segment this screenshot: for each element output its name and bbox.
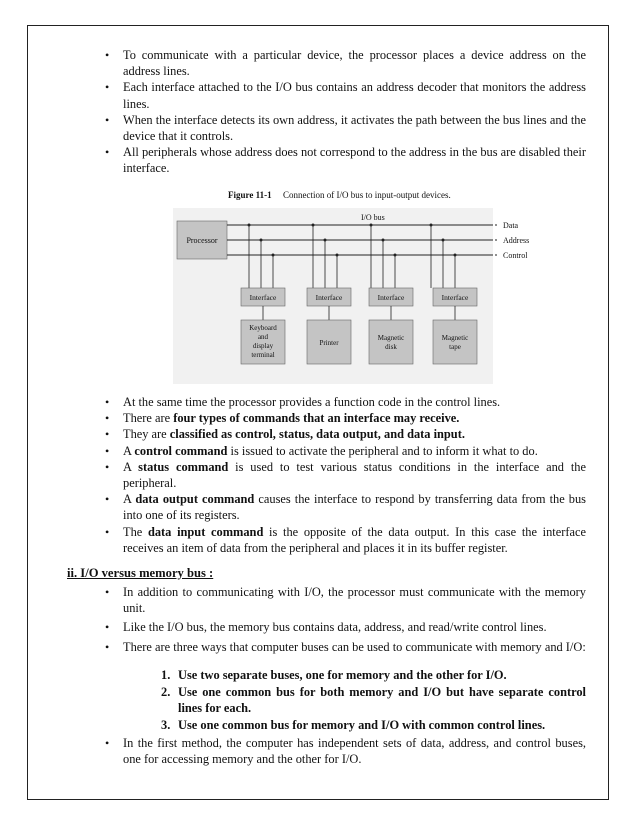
bullet-list-middle — [123, 394, 586, 556]
interface-label: Interface — [315, 293, 343, 302]
line-label-control: Control — [503, 251, 528, 260]
device-label: display — [252, 342, 274, 350]
figure-caption-label: Figure 11-1 — [228, 190, 272, 200]
list-item — [123, 426, 586, 442]
item-bold-text: data output command — [135, 492, 255, 507]
device-label: and — [257, 333, 269, 341]
device-label: tape — [449, 343, 461, 351]
list-item — [123, 524, 586, 556]
item-bold-text: data input command — [147, 524, 264, 539]
item-text: The — [123, 524, 148, 539]
item-text: A — [123, 459, 139, 474]
interface-label: Interface — [441, 293, 469, 302]
item-number: 3. — [161, 717, 171, 732]
numbered-list — [161, 667, 586, 733]
list-item: • All peripherals whose address does not correspond to the address in the bus are disabled their interface. — [123, 144, 586, 176]
list-item: • There are three ways that computer buses can be used to communicate with memory and I/O: — [123, 639, 586, 655]
list-item — [123, 443, 586, 459]
device-label: Magnetic — [441, 334, 469, 342]
item-text: causes the interface to respond by transferring data from the bus into one of its registers. — [123, 492, 586, 523]
item-text: There are — [123, 411, 174, 426]
device-box-magnetic-disk — [369, 320, 413, 364]
device-label: terminal — [251, 351, 275, 359]
interface-label: Interface — [249, 293, 277, 302]
item-number: 2. — [161, 684, 171, 699]
bus-label: I/O bus — [361, 213, 385, 222]
item-text: is the opposite of the data output. In this case the interface receives an item of data from the peripheral and places it in its buffer register. — [123, 524, 586, 555]
item-bold-text: four types of commands that an interface may receive. — [173, 411, 460, 426]
line-label-address: Address — [503, 236, 530, 245]
io-bus-figure — [173, 188, 531, 384]
item-text: At the same time the processor provides a function code in the control lines. — [123, 395, 501, 409]
item-text: Use two separate buses, one for memory and the other for I/O. — [178, 668, 507, 682]
item-text: is used to test various status conditions in the interface and the peripheral. — [123, 459, 586, 491]
list-item — [123, 491, 586, 523]
list-item: • Each interface attached to the I/O bus contains an address decoder that monitors the address lines. — [123, 79, 586, 111]
bullet-list-top — [123, 47, 586, 177]
list-item: • In the first method, the computer has independent sets of data, address, and control buses, one for accessing memory and the other for I/O. — [123, 735, 586, 767]
list-item — [123, 410, 586, 426]
list-item: • To communicate with a particular device, the processor places a device address on the address lines. — [123, 47, 586, 79]
figure-caption-text: Connection of I/O bus to input-output devices. — [283, 190, 451, 200]
list-item: • Like the I/O bus, the memory bus contains data, address, and read/write control lines. — [123, 619, 586, 635]
item-number: 1. — [161, 668, 171, 682]
item-text: Use one common bus for both memory and I/O but have separate control lines for each. — [178, 684, 586, 715]
processor-label: Processor — [186, 236, 218, 245]
item-text: A — [123, 492, 136, 507]
interface-label: Interface — [377, 293, 405, 302]
item-text: A — [123, 443, 135, 458]
numbered-item — [161, 667, 586, 684]
section-heading: ii. I/O versus memory bus : — [67, 566, 214, 580]
item-bold-text: control command — [134, 443, 228, 458]
device-label: Printer — [319, 339, 339, 347]
item-bold-text: classified as control, status, data output, and data input. — [169, 427, 465, 442]
item-text: Use one common bus for memory and I/O with common control lines. — [178, 717, 546, 732]
line-label-data: Data — [503, 221, 519, 230]
item-bold-text: status command — [138, 459, 229, 474]
device-box-magnetic-tape — [433, 320, 477, 364]
list-item: • When the interface detects its own address, it activates the path between the bus lines and the device that it controls. — [123, 112, 586, 144]
device-label: disk — [385, 343, 397, 351]
list-item — [123, 459, 586, 491]
list-item — [123, 394, 586, 410]
bullet-list-bottom — [123, 584, 586, 655]
item-text: is issued to activate the peripheral and to inform it what to do. — [227, 443, 538, 458]
device-label: Keyboard — [249, 324, 277, 332]
list-item: • In addition to communicating with I/O, the processor must communicate with the memory unit. — [123, 584, 586, 616]
item-text: They are — [123, 427, 170, 442]
device-label: Magnetic — [377, 334, 405, 342]
bullet-list-last — [123, 735, 586, 767]
numbered-item — [161, 717, 586, 734]
numbered-item — [161, 684, 586, 717]
